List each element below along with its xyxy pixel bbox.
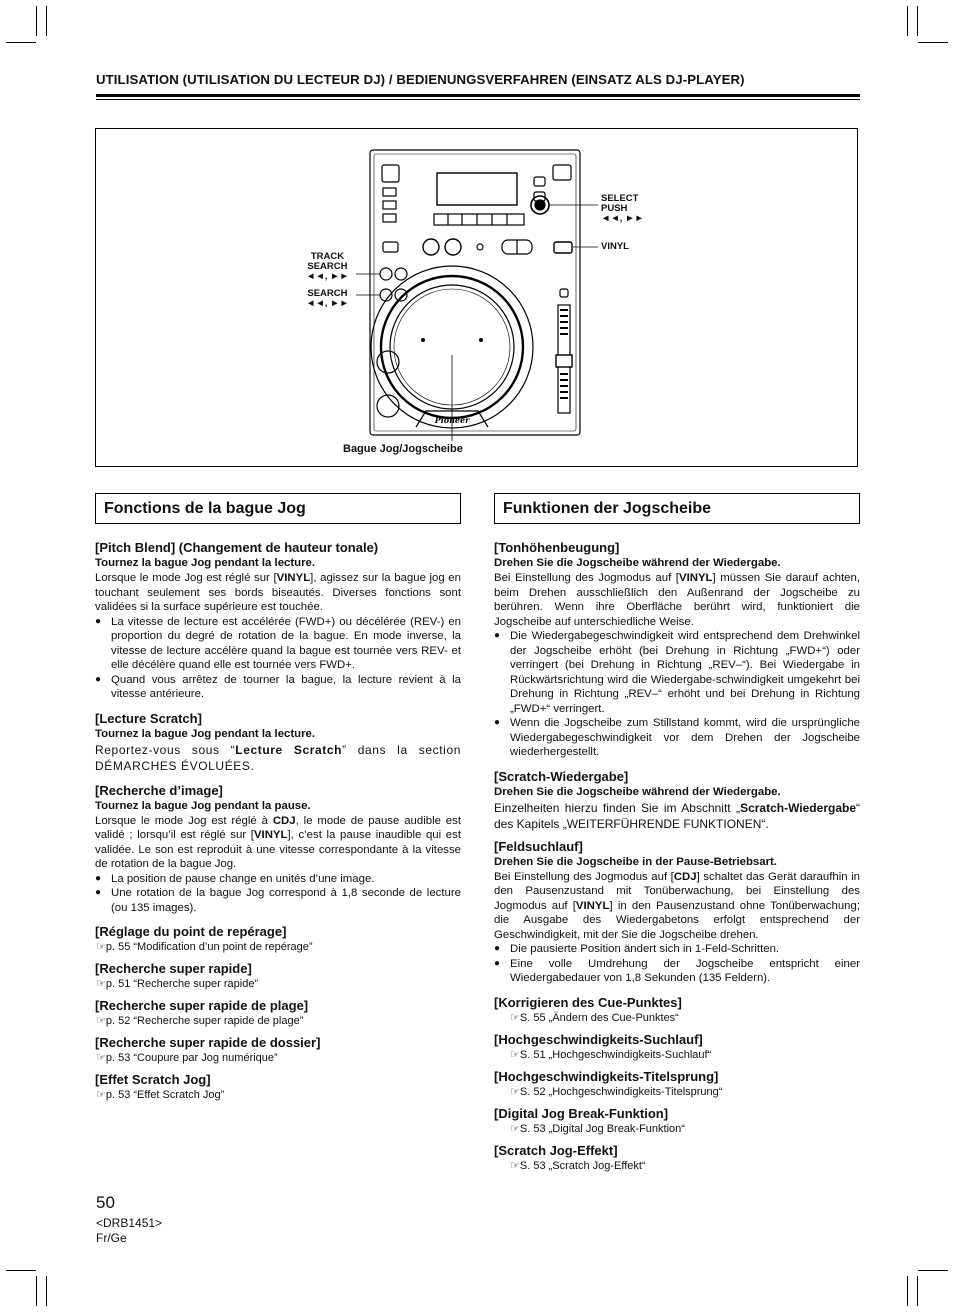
language-code: Fr/Ge bbox=[96, 1231, 127, 1245]
page-reference: ☞S. 52 „Hochgeschwindigkeits-Titelsprung“ bbox=[510, 1085, 723, 1098]
page-reference: ☞p. 53 “Effet Scratch Jog” bbox=[96, 1089, 225, 1101]
label-select-push: SELECT PUSH ◄◄, ►► bbox=[601, 193, 644, 224]
header-rule bbox=[96, 94, 860, 97]
hand-pointer-icon: ☞ bbox=[96, 1052, 106, 1064]
section-title-de: Funktionen der Jogscheibe bbox=[494, 493, 860, 524]
instruction: Drehen Sie die Jogscheibe in der Pause-Betriebsart. bbox=[494, 855, 777, 868]
hand-pointer-icon: ☞ bbox=[510, 1122, 520, 1135]
doc-code: <DRB1451> bbox=[96, 1216, 163, 1230]
label-track-search: TRACK SEARCH ◄◄, ►► bbox=[306, 251, 349, 282]
hand-pointer-icon: ☞ bbox=[510, 1159, 520, 1172]
heading-hochgeschwindigkeits-titelsprung: [Hochgeschwindigkeits-Titelsprung] bbox=[494, 1068, 719, 1084]
heading-effet-scratch: [Effet Scratch Jog] bbox=[95, 1072, 211, 1087]
heading-scratch-wiedergabe: [Scratch-Wiedergabe] bbox=[494, 768, 629, 784]
document-code bbox=[96, 1216, 162, 1246]
page-reference: ☞S. 55 „Ändern des Cue-Punktes“ bbox=[510, 1011, 679, 1024]
page-reference: ☞p. 55 “Modification d’un point de repérage” bbox=[96, 941, 313, 953]
heading-hochgeschwindigkeits-suchlauf: [Hochgeschwindigkeits-Suchlauf] bbox=[494, 1031, 703, 1047]
page-reference: ☞S. 53 „Scratch Jog-Effekt“ bbox=[510, 1159, 646, 1172]
heading-feldsuchlauf: [Feldsuchlauf] bbox=[494, 838, 583, 854]
figure-caption: Bague Jog/Jogscheibe bbox=[343, 443, 463, 455]
bullet-item: ● La position de pause change en unités d’une image. bbox=[95, 872, 461, 887]
label-vinyl: VINYL bbox=[601, 241, 629, 252]
hand-pointer-icon: ☞ bbox=[510, 1011, 520, 1024]
heading-recherche-dossier: [Recherche super rapide de dossier] bbox=[95, 1035, 321, 1050]
page-reference: ☞p. 51 “Recherche super rapide” bbox=[96, 978, 259, 990]
brand-logo: Pioneer bbox=[434, 415, 470, 425]
page-reference: ☞p. 52 “Recherche super rapide de plage” bbox=[96, 1015, 304, 1027]
heading-pitch-blend: [Pitch Blend] (Changement de hauteur tonale) bbox=[95, 540, 379, 555]
paragraph: Bei Einstellung des Jogmodus auf [VINYL] müssen Sie darauf achten, beim Drehen ausschließlich den Außenrand der Jogscheibe zu berühren. Wenn ihre Oberfläche berührt wird, funktioniert die Jogscheibe auf unterschiedliche Weise. bbox=[494, 572, 860, 628]
instruction: Tournez la bague Jog pendant la pause. bbox=[95, 799, 311, 812]
paragraph: Einzelheiten hierzu finden Sie im Abschnitt „Scratch-Wiedergabe“ des Kapitels „WEITERFÜHRENDE FUNKTIONEN“. bbox=[494, 800, 860, 831]
paragraph: Reportez-vous sous “Lecture Scratch” dans la section DÉMARCHES ÉVOLUÉES. bbox=[95, 742, 461, 773]
paragraph: Bei Einstellung des Jogmodus auf [CDJ] schaltet das Gerät daraufhin in den Pausenzustand mit Tonüberwachung, bei Einstellung des Jogmodus auf [VINYL] in den Pausenzustand ohne Tonüberwachung; die Ausgabe des Wiedergabetons erfolgt entsprechend der Geschwindigkeit, mit der Sie die Jogscheibe drehen. bbox=[494, 870, 860, 941]
heading-tonhoehen: [Tonhöhenbeugung] bbox=[494, 540, 620, 555]
heading-reglage-point: [Réglage du point de repérage] bbox=[95, 924, 287, 939]
bullet-item: ● Quand vous arrêtez de tourner la bague, la lecture revient à la vitesse antérieure. bbox=[95, 673, 461, 702]
column-fr bbox=[95, 534, 461, 1103]
bullet-item: ● La vitesse de lecture est accélérée (FWD+) ou décélérée (REV-) en proportion du degré de rotation de la bague. En mode inverse, la vitesse de lecture accélère quand la bague est tournée vers REV- et elle décélère quand elle est tournée vers FWD+. bbox=[95, 615, 461, 673]
instruction: Drehen Sie die Jogscheibe während der Wiedergabe. bbox=[494, 785, 781, 798]
heading-lecture-scratch: [Lecture Scratch] bbox=[95, 710, 202, 726]
section-title-fr: Fonctions de la bague Jog bbox=[95, 493, 461, 524]
page-reference: ☞S. 51 „Hochgeschwindigkeits-Suchlauf“ bbox=[510, 1048, 712, 1061]
column-de bbox=[494, 534, 860, 1174]
header-rule-thin bbox=[96, 99, 860, 100]
device-figure bbox=[95, 128, 858, 467]
hand-pointer-icon: ☞ bbox=[510, 1048, 520, 1061]
instruction: Tournez la bague Jog pendant la lecture. bbox=[95, 557, 316, 569]
page-number: 50 bbox=[96, 1193, 115, 1212]
heading-digital-jog-break: [Digital Jog Break-Funktion] bbox=[494, 1105, 669, 1121]
heading-recherche-plage: [Recherche super rapide de plage] bbox=[95, 998, 309, 1013]
bullet-item: ● Eine volle Umdrehung der Jogscheibe entspricht einer Wiedergabedauer von 1,8 Sekunden (135 Feldern). bbox=[494, 957, 860, 986]
page-reference: ☞S. 53 „Digital Jog Break-Funktion“ bbox=[510, 1122, 685, 1135]
bullet-item: ● Die pausierte Position ändert sich in 1-Feld-Schritten. bbox=[494, 942, 860, 957]
heading-korrigieren-cue: [Korrigieren des Cue-Punktes] bbox=[494, 994, 682, 1010]
cdj-player-illustration bbox=[96, 129, 859, 468]
heading-recherche-image: [Recherche d’image] bbox=[95, 782, 223, 798]
label-search: SEARCH ◄◄, ►► bbox=[306, 288, 349, 309]
instruction: Drehen Sie die Jogscheibe während der Wiedergabe. bbox=[494, 557, 781, 569]
hand-pointer-icon: ☞ bbox=[96, 1089, 106, 1101]
hand-pointer-icon: ☞ bbox=[96, 1015, 106, 1027]
bullet-item: ● Wenn die Jogscheibe zum Stillstand kommt, wird die ursprüngliche Wiedergabegeschwindigkeit vor dem Drehen der Jogscheibe wiederhergestellt. bbox=[494, 716, 860, 760]
bullet-item: ● Die Wiedergabegeschwindigkeit wird entsprechend dem Drehwinkel der Jogscheibe erhöht (bei Drehung in Richtung „FWD+“) oder verringert (bei Drehung in Richtung „REV–“). Bei Wiedergabe in Rückwärtsrichtung wird die Wiedergabe-schwindigkeit umgekehrt bei Drehung in Richtung „REV–“ erhöht und bei Drehung in Richtung „FWD+“ verringert. bbox=[494, 629, 860, 716]
hand-pointer-icon: ☞ bbox=[510, 1085, 520, 1098]
page-reference: ☞p. 53 “Coupure par Jog numérique” bbox=[96, 1052, 278, 1064]
hand-pointer-icon: ☞ bbox=[96, 978, 106, 990]
heading-recherche-super-rapide: [Recherche super rapide] bbox=[95, 961, 252, 976]
heading-scratch-jog-effekt: [Scratch Jog-Effekt] bbox=[494, 1142, 618, 1158]
hand-pointer-icon: ☞ bbox=[96, 941, 106, 953]
instruction: Tournez la bague Jog pendant la lecture. bbox=[95, 727, 316, 740]
paragraph: Lorsque le mode Jog est réglé à CDJ, le mode de pause audible est validé ; lorsqu’il est réglé sur [VINYL], c’est la pause inaudible qui est validée. Le son est reproduit à une vitesse correspondante à la vitesse de rotation de la bague Jog. bbox=[95, 814, 462, 870]
bullet-item: ● Une rotation de la bague Jog correspond à 1,8 seconde de lecture (ou 135 images). bbox=[95, 886, 461, 915]
page-header: UTILISATION (UTILISATION DU LECTEUR DJ) / BEDIENUNGSVERFAHREN (EINSATZ ALS DJ-PLAYER) bbox=[96, 72, 745, 87]
paragraph: Lorsque le mode Jog est réglé sur [VINYL], agissez sur la bague jog en touchant seulement ses bords biseautés. Diverses fonctions sont validées si la surface supérieure est touchée. bbox=[95, 572, 461, 613]
